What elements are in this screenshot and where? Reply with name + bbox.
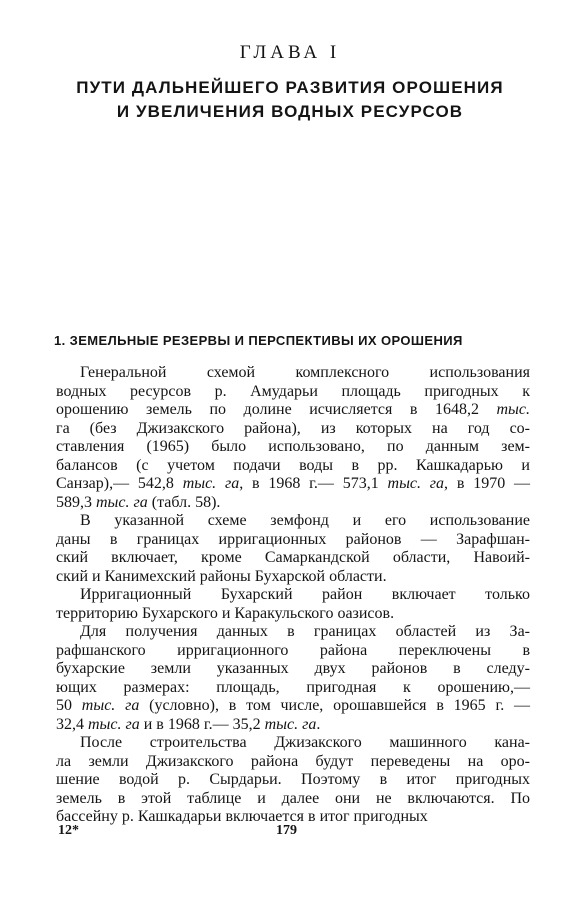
paragraph (56, 364, 530, 512)
text-line: ский и Канимехский районы Бухарской области. (56, 567, 387, 585)
chapter-title-line-1: ПУТИ ДАЛЬНЕЙШЕГО РАЗВИТИЯ ОРОШЕНИЯ (76, 78, 504, 97)
text-line: 50 тыс. га (условно), в том числе, орошавшейся в 1965 г. — (56, 697, 531, 714)
text-line: Для получения данных в границах областей из За- (80, 623, 530, 640)
text-line: земель в этой таблице и далее они не включаются. По (56, 789, 530, 807)
text-line: Ирригационный Бухарский район включает только (80, 586, 530, 603)
text-line: шение водой р. Сырдарьи. Поэтому в итог пригодных (56, 771, 530, 788)
chapter-title-line-2: И УВЕЛИЧЕНИЯ ВОДНЫХ РЕСУРСОВ (116, 102, 464, 121)
text-line: орошению земель по долине исчисляется в 1648,2 тыс. (56, 401, 530, 418)
text-line: даны в границах ирригационных районов — Зарафшан- (56, 530, 530, 548)
paragraph (56, 734, 530, 827)
text-line: рафшанского ирригационного района переключены в (56, 641, 530, 659)
text-line: балансов (с учетом подачи воды в рр. Кашкадарью и (56, 456, 530, 474)
text-line: га (без Джизакского района), из которых на год со- (56, 419, 530, 437)
text-line: ющих размерах: площадь, пригодная к орошению,— (56, 678, 530, 696)
text-line: После строительства Джизакского машинного кана- (80, 734, 530, 751)
page-footer (0, 823, 580, 843)
text-line: 32,4 тыс. га и в 1968 г.— 35,2 тыс. га. (56, 715, 321, 733)
text-line: водных ресурсов р. Амударьи площадь пригодных к (56, 382, 530, 400)
text-line: Генеральной схемой комплексного использования (80, 364, 530, 381)
chapter-header (0, 42, 580, 124)
printer-signature: 12* (58, 823, 79, 838)
text-line: ла земли Джизакского района будут переведены на оро- (56, 752, 530, 770)
paragraph (56, 512, 530, 586)
text-line: 589,3 тыс. га (табл. 58). (56, 493, 221, 511)
text-line: В указанной схеме земфонд и его использование (80, 512, 530, 529)
text-line: Санзар),— 542,8 тыс. га, в 1968 г.— 573,1 тыс. га, в 1970 — (56, 475, 530, 492)
text-line: ставления (1965) было использовано, по данным зем- (56, 438, 530, 455)
section-heading: 1. ЗЕМЕЛЬНЫЕ РЕЗЕРВЫ И ПЕРСПЕКТИВЫ ИХ ОРОШЕНИЯ (54, 333, 463, 348)
chapter-label: ГЛАВА I (239, 42, 341, 63)
text-line: территорию Бухарского и Каракульского оазисов. (56, 604, 395, 622)
paragraph (56, 586, 530, 623)
text-line: ский включает, кроме Самаркандской области, Навоий- (56, 549, 530, 566)
body-text (56, 364, 530, 827)
text-line: бассейну р. Кашкадарьи включается в итог пригодных (56, 808, 428, 825)
chapter-title (0, 76, 580, 124)
text-line: бухарские земли указанных двух районов в следу- (56, 660, 530, 677)
paragraph (56, 623, 530, 734)
page-number: 179 (276, 823, 297, 838)
